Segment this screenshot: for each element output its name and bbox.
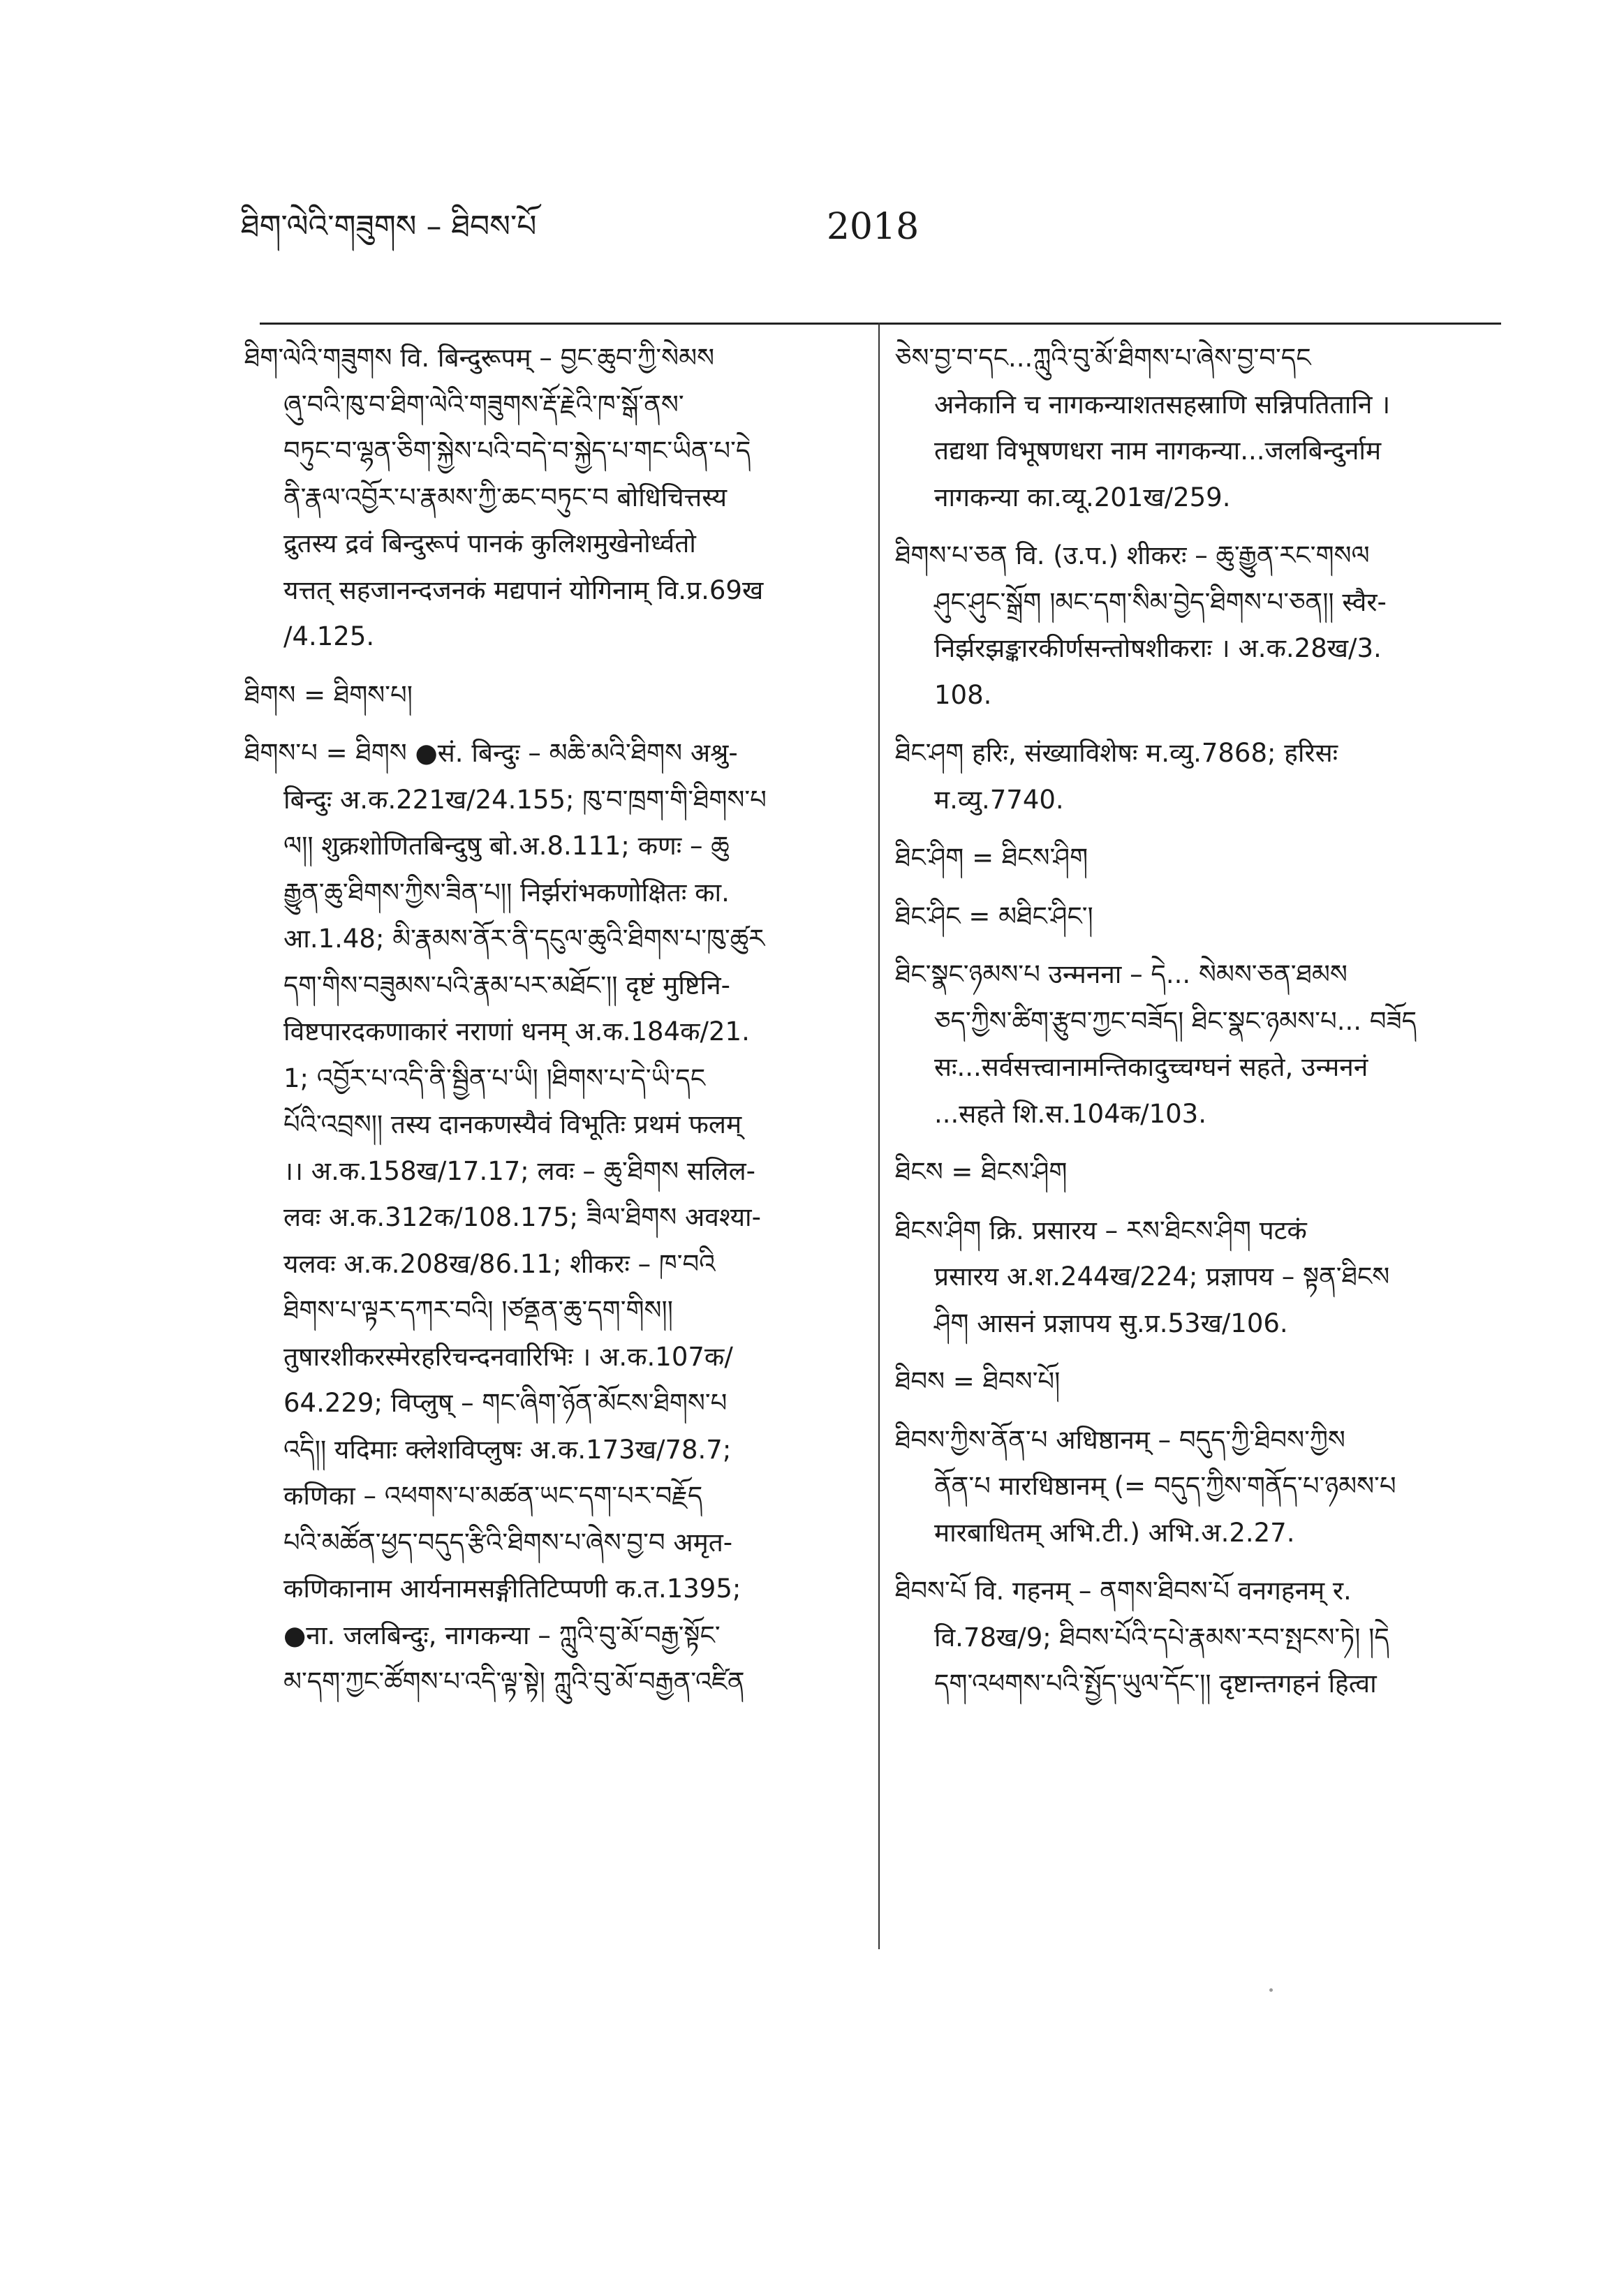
dictionary-entry [895,894,1503,940]
entry-text-line: ཤུང་ཤུང་སྒྲོག །མང་དག་སིམ་བྱེད་ཐིགས་པ་ཅན།། स्वैर- [934,586,1387,617]
entry-text-line: अनेकानि च नागकन्याशतसहस्राणि सन्निपतितानि । [934,389,1391,420]
entry-text-line: कणिकानाम आर्यनामसङ्गीतिटिप्पणी क.त.1395; [283,1574,741,1604]
column-divider [878,323,880,1949]
entry-headword-line: ཐིངས = ཐིངས་ཤིག [895,1157,1068,1187]
entry-text-line: ཤིག आसनं प्रज्ञापय सु.प्र.53ख/106. [934,1308,1288,1338]
entry-text-line: 1; འབྱོར་པ་འདི་ནི་སྦྱིན་པ་ཡི། །ཐིགས་པ་དེ་ཡི་དང [283,1063,706,1093]
entry-text-line: /4.125. [283,621,375,651]
entry-text-line: དག་འཕགས་པའི་སྤྱོད་ཡུལ་དོང་།། दृष्टान्तगहनं हित्वा [934,1669,1377,1699]
entry-text-line: དག་གིས་བཟུམས་པའི་རྣམ་པར་མཐོང་།། दृष्टं मुष्टिनि- [283,970,730,1000]
dictionary-entry [895,533,1503,718]
entry-headword-line: ཐིང་སྣང་ཉམས་པ उन्मनना – དེ... སེམས་ཅན་ཐམས [895,959,1348,989]
entry-text-line: ཅད་ཀྱིས་ཚིག་རྩུབ་ཀྱང་བཟོད། ཐིང་སྣང་ཉམས་པ... བཟོད [934,1005,1417,1036]
entry-headword-line: ཐིགས་པ = ཐིགས ●सं. बिन्दुः – མཆི་མའི་ཐིགས अश्रु- [244,738,738,768]
entry-text-line: सः...सर्वसत्त्वानामन्तिकादुच्चग्घनं सहते, उन्मननं [934,1052,1368,1082]
dictionary-entry [244,335,862,660]
header-rule [260,323,1501,325]
dictionary-entry [244,730,862,1706]
entry-headword-line: ཐིང་ཤིང = མཐིང་ཤིང་། [895,901,1093,931]
entry-text-line: मारबाधितम् अभि.टी.) अभि.अ.2.27. [934,1517,1295,1548]
dictionary-entry [895,952,1503,1137]
dictionary-entry [895,835,1503,882]
entry-text-line: རྒྱུན་ཆུ་ཐིགས་ཀྱིས་ཟིན་པ།། निर्झरांभकणोक्षितः का. [283,877,730,908]
entry-headword-line: ཐིང་ཤིག = ཐིངས་ཤིག [895,843,1088,873]
entry-text-line: यत्तत् सहजानन्दजनकं मद्यपानं योगिनाम् वि.प्र.69ख [283,575,764,605]
entry-text-line: ནོན་པ मारधिष्ठानम् (= བདུད་ཀྱིས་གནོད་པ་ཉམས་པ [934,1471,1396,1501]
entry-text-line: द्रुतस्य द्रवं बिन्दुरूपं पानकं कुलिशमुखेनोर्ध्वतो [283,528,696,559]
entry-text-line: लवः अ.क.312क/108.175; ཟིལ་ཐིགས अवश्या- [283,1202,761,1232]
entry-headword-line: ཐིགས = ཐིགས་པ། [244,679,413,710]
entry-text-line: འདི།། यदिमाः क्लेशविप्लुषः अ.क.173ख/78.7; [283,1434,732,1465]
entry-headword-line: ཐིག་ལེའི་གཟུགས वि. बिन्दुरूपम् – བྱང་ཆུབ་ཀྱི་སེམས [244,343,715,373]
entry-headword-line: ཐིང་ཤག हरिः, संख्याविशेषः म.व्यु.7868; हरिसः [895,738,1338,768]
entry-text-line: म.व्यु.7740. [934,784,1064,815]
entry-headword-line: ཐིགས་པ་ཅན वि. (उ.प.) शीकरः – ཆུ་རྒྱུན་རང་གསལ [895,540,1370,570]
entry-text-line: 108. [934,679,992,710]
entry-text-line: कणिका – འཕགས་པ་མཚན་ཡང་དག་པར་བརྗོད [283,1481,703,1511]
dictionary-entry [895,1417,1503,1557]
entry-text-line: तद्यथा विभूषणधरा नाम नागकन्या...जलबिन्दुर्नाम [934,436,1382,466]
entry-text-line: ।। अ.क.158ख/17.17; लवः – ཆུ་ཐིགས सलिल- [283,1155,756,1186]
entry-text-line: बिन्दुः अ.क.221ख/24.155; ཁུ་བ་ཁྲག་གི་ཐིགས་པ [283,784,767,815]
right-column [895,335,1503,1720]
page-number: 2018 [826,206,920,248]
entry-text-line: तुषारशीकरस्मेरहरिचन्दनवारिभिः । अ.क.107क/ [283,1341,733,1372]
dictionary-entry [895,1359,1503,1405]
dictionary-entry [895,1149,1503,1196]
entry-text-line: ཐིགས་པ་ལྟར་དཀར་བའི། །ཙནྡན་ཆུ་དག་གིས།། [283,1295,673,1325]
entry-text-line: ལ།། शुक्रशोणितबिन्दुषु बो.अ.8.111; कणः – ཆུ [283,831,730,861]
entry-headword-line: ཅེས་བྱ་བ་དང...ཀླུའི་བུ་མོ་ཐིགས་པ་ཞེས་བྱ་བ་དང [895,343,1311,373]
entry-text-line: ...सहते शि.स.104क/103. [934,1098,1206,1129]
left-column [244,335,862,1717]
entry-text-line: नागकन्या का.व्यू.201ख/259. [934,482,1231,512]
entry-headword-line: ཐིབས = ཐིབས་པོ། [895,1366,1061,1396]
entry-text-line: པའི་མཚོན་ཕྱད་བདུད་རྩིའི་ཐིགས་པ་ཞེས་བྱ་བ अमृत- [283,1527,733,1558]
entry-text-line: ནི་རྣལ་འབྱོར་པ་རྣམས་ཀྱི་ཆང་བཏུང་བ बोधिचित्तस्य [283,482,728,512]
entry-headword-line: ཐིབས་ཀྱིས་ནོན་པ अधिष्ठानम् – བདུད་ཀྱི་ཐིབས་ཀྱིས [895,1424,1345,1455]
entry-text-line: 64.229; विप्लुष् – གང་ཞིག་ཉོན་མོངས་ཐིགས་པ [283,1388,728,1418]
entry-text-line: ཞུ་བའི་ཁུ་བ་ཐིག་ལེའི་གཟུགས་རྡོ་རྗེའི་ཁ་སྒོ་ནས་ [283,389,684,420]
entry-text-line: निर्झरझङ्कारकीर्णसन्तोषशीकराः । अ.क.28ख/3. [934,633,1382,663]
dictionary-entry [244,672,862,719]
dictionary-entry [895,335,1503,521]
dictionary-entry [895,1568,1503,1708]
running-head: ཐིག་ལེའི་གཟུགས – ཐིབས་པོ [241,209,537,244]
entry-text-line: མ་དག་ཀྱང་ཚོགས་པ་འདི་ལྟ་སྟེ། ཀླུའི་བུ་མོ་བརྒྱན་འཛིན [283,1666,745,1696]
entry-text-line: विष्टपारदकणाकारं नराणां धनम् अ.क.184क/21. [283,1016,750,1047]
scan-speck [1269,1988,1273,1992]
entry-text-line: यलवः अ.क.208ख/86.11; शीकरः – ཁ་བའི [283,1248,716,1279]
dictionary-entry [895,1208,1503,1347]
entry-text-line: བཏུང་བ་ལྷན་ཅིག་སྐྱེས་པའི་བདེ་བ་སྐྱེད་པ་གང་ཡིན་པ་དེ [283,436,751,466]
entry-text-line: वि.78ख/9; ཐིབས་པོའི་དཔེ་རྣམས་རབ་སྤངས་ཏེ། །དེ [934,1622,1389,1653]
entry-text-line: प्रसारय अ.श.244ख/224; प्रज्ञापय – སྟན་ཐིངས [934,1262,1390,1292]
entry-text-line: आ.1.48; མི་རྣམས་ནོར་ནི་དངུལ་ཆུའི་ཐིགས་པ་ཁུ་ཚུར [283,924,765,954]
entry-headword-line: ཐིབས་པོ वि. गहनम् – ནགས་ཐིབས་པོ वनगहनम् र. [895,1576,1352,1606]
entry-text-line: པོའི་འབྲས།། तस्य दानकणस्यैवं विभूतिः प्रथमं फलम् [283,1109,742,1139]
entry-headword-line: ཐིངས་ཤིག क्रि. प्रसारय – རས་ཐིངས་ཤིག पटकं [895,1215,1307,1245]
dictionary-entry [895,730,1503,823]
entry-text-line: ●ना. जलबिन्दुः, नागकन्या – ཀླུའི་བུ་མོ་བརྒྱ་སྟོང་ [283,1620,721,1650]
